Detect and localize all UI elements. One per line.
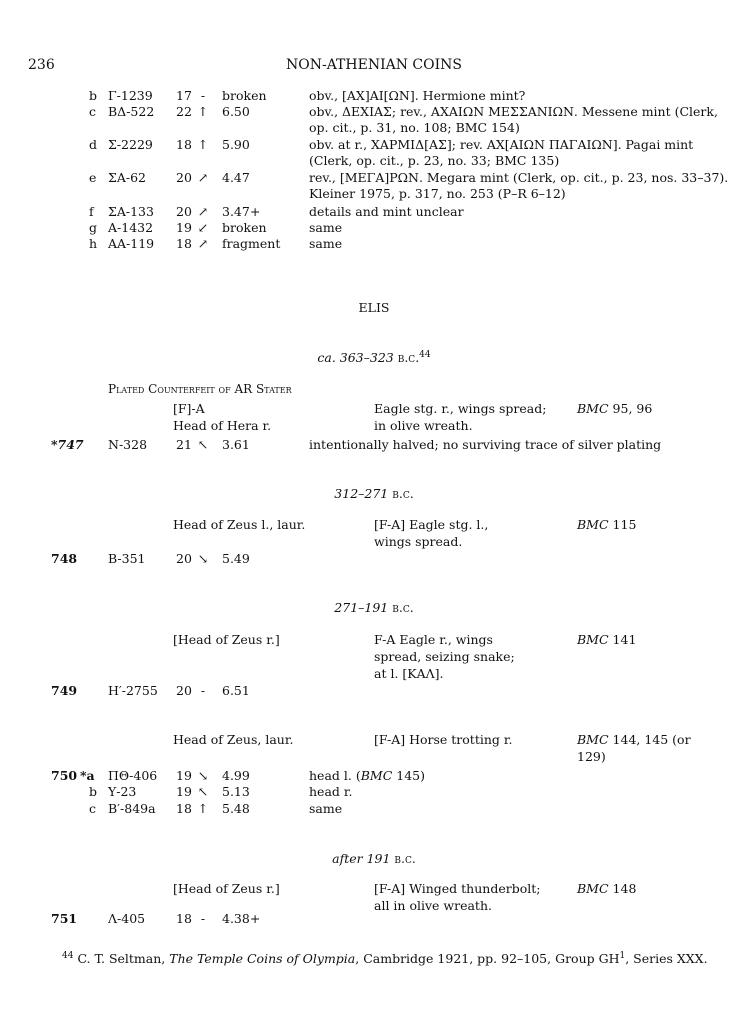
entry-letter: c <box>89 104 97 119</box>
coin-size: 22 <box>176 104 192 119</box>
page-number: 236 <box>28 57 55 73</box>
catalogue-number: 751 <box>51 911 78 926</box>
inventory-number: B-351 <box>108 551 146 566</box>
footnote-ref: 44 <box>419 350 431 360</box>
footnote-mark: 44 <box>62 951 74 961</box>
coin-weight: 4.47 <box>222 170 250 185</box>
die-axis-arrow: ↗ <box>197 236 209 251</box>
die-axis-arrow: - <box>200 88 206 103</box>
coin-size: 20 <box>176 170 192 185</box>
coin-weight: fragment <box>222 236 281 251</box>
period-heading: after 191 b.c. <box>332 851 416 866</box>
reverse-type-cont: wings spread. <box>374 534 463 549</box>
coin-description: intentionally halved; no surviving trace of silver plating <box>309 437 662 452</box>
coin-description: same <box>309 220 343 235</box>
bmc-reference-cont: 129) <box>577 749 606 764</box>
bmc-reference: BMC 141 <box>577 632 637 647</box>
die-axis-arrow: ↑ <box>197 104 209 119</box>
bmc-reference: BMC 115 <box>577 517 637 532</box>
entry-letter: c <box>89 801 97 816</box>
die-axis-arrow: ↙ <box>197 220 209 235</box>
reverse-type: Eagle stg. r., wings spread; <box>374 401 547 416</box>
reverse-type-cont: spread, seizing snake; <box>374 649 515 664</box>
catalogue-number: 749 <box>51 683 78 698</box>
coin-weight: 4.38+ <box>222 911 261 926</box>
inventory-number: ΑΑ-119 <box>108 236 155 251</box>
die-axis-arrow: - <box>200 683 206 698</box>
entry-letter: b <box>89 88 98 103</box>
die-axis-arrow: ↖ <box>197 437 209 452</box>
reverse-type: [F-A] Horse trotting r. <box>374 732 513 747</box>
inventory-number: Γ-1239 <box>108 88 153 103</box>
coin-size: 20 <box>176 551 192 566</box>
die-axis-arrow: ↘ <box>197 768 209 783</box>
coin-description: same <box>309 236 343 251</box>
inventory-number: Σ-2229 <box>108 137 153 152</box>
entry-letter: g <box>89 220 98 235</box>
catalogue-number: *747 <box>51 437 84 452</box>
coin-weight: 5.48 <box>222 801 250 816</box>
bmc-reference: BMC 148 <box>577 881 637 896</box>
entry-letter: f <box>89 204 94 219</box>
coin-size: 21 <box>176 437 192 452</box>
period-heading: 312–271 b.c. <box>334 486 414 501</box>
inventory-number: ΠΘ-406 <box>108 768 158 783</box>
catalogue-number: 750 <box>51 768 78 783</box>
inventory-number: ΣΑ-62 <box>108 170 146 185</box>
coin-size: 20 <box>176 683 192 698</box>
subheading: Plated Counterfeit of AR Stater <box>108 382 292 396</box>
coin-weight: 5.90 <box>222 137 250 152</box>
period-heading: 271–191 b.c. <box>334 600 414 615</box>
obverse-type: [Head of Zeus r.] <box>173 881 280 896</box>
bmc-reference: BMC 95, 96 <box>577 401 653 416</box>
coin-weight: 6.51 <box>222 683 250 698</box>
die-axis-arrow: - <box>200 911 206 926</box>
reverse-type-cont: all in olive wreath. <box>374 898 492 913</box>
coin-weight: 3.61 <box>222 437 250 452</box>
coin-weight: 4.99 <box>222 768 250 783</box>
coin-weight: 5.49 <box>222 551 250 566</box>
coin-description-cont: (Clerk, op. cit., p. 23, no. 33; BMC 135) <box>309 153 560 168</box>
reverse-type: F-A Eagle r., wings <box>374 632 493 647</box>
obverse-type: Head of Hera r. <box>173 418 272 433</box>
coin-size: 18 <box>176 801 192 816</box>
coin-size: 18 <box>176 137 192 152</box>
coin-description-cont: Kleiner 1975, p. 317, no. 253 (P–R 6–12) <box>309 186 566 201</box>
footnote-title: The Temple Coins of Olympia <box>169 951 356 967</box>
die-axis-arrow: ↑ <box>197 137 209 152</box>
inventory-number: B′-849a <box>108 801 156 816</box>
obverse-legend: [F]-A <box>173 401 205 416</box>
die-axis-arrow: ↖ <box>197 784 209 799</box>
footnote: $^{44}$ C. T. Seltman, The Temple Coins of Olympia, Cambridge 1921, pp. 92–105, Group $GH^1$, Series XXX. <box>62 951 708 967</box>
inventory-number: ΒΔ-522 <box>108 104 155 119</box>
coin-size: 20 <box>176 204 192 219</box>
coin-description: obv. at r., ΧΑΡΜΙΔ[ΑΣ]; rev. ΑΧ[ΑΙΩΝ ΠΑΓΑΙΩΝ]. Pagai mint <box>309 137 694 152</box>
reverse-type-cont: in olive wreath. <box>374 418 473 433</box>
obverse-type: Head of Zeus, laur. <box>173 732 294 747</box>
coin-description: head l. (BMC 145) <box>309 768 425 783</box>
period-heading: ca. 363–323 b.c.$^{44}$ <box>317 350 431 366</box>
entry-letter: *a <box>80 768 95 783</box>
coin-description: rev., [ΜΕΓΑ]ΡΩΝ. Megara mint (Clerk, op. cit., p. 23, nos. 33–37). <box>309 170 729 185</box>
running-title: NON-ATHENIAN COINS <box>286 57 462 73</box>
coin-description: obv., ΔΕΧΙΑΣ; rev., ΑΧΑΙΩΝ ΜΕΣΣΑΝΙΩΝ. Messene mint (Clerk, <box>309 104 718 119</box>
reverse-type: [F-A] Eagle stg. l., <box>374 517 489 532</box>
coin-description: obv., [ΑΧ]ΑΙ[ΩΝ]. Hermione mint? <box>309 88 526 103</box>
inventory-number: Λ-405 <box>108 911 146 926</box>
coin-weight: broken <box>222 220 267 235</box>
coin-size: 19 <box>176 220 192 235</box>
bmc-reference: BMC 144, 145 (or <box>577 732 691 747</box>
coin-description: head r. <box>309 784 353 799</box>
obverse-type: [Head of Zeus r.] <box>173 632 280 647</box>
coin-description-cont: op. cit., p. 31, no. 108; BMC 154) <box>309 120 520 135</box>
obverse-type: Head of Zeus l., laur. <box>173 517 306 532</box>
inventory-number: N-328 <box>108 437 148 452</box>
inventory-number: Α-1432 <box>108 220 154 235</box>
entry-letter: d <box>89 137 98 152</box>
coin-size: 18 <box>176 911 192 926</box>
die-axis-arrow: ↑ <box>197 801 209 816</box>
die-axis-arrow: ↗ <box>197 170 209 185</box>
entry-letter: h <box>89 236 98 251</box>
coin-weight: 3.47+ <box>222 204 261 219</box>
die-axis-arrow: ↘ <box>197 551 209 566</box>
inventory-number: ΣΑ-133 <box>108 204 154 219</box>
coin-weight: broken <box>222 88 267 103</box>
entry-letter: b <box>89 784 98 799</box>
coin-size: 18 <box>176 236 192 251</box>
catalogue-number: 748 <box>51 551 78 566</box>
coin-description: same <box>309 801 343 816</box>
coin-size: 19 <box>176 784 192 799</box>
inventory-number: Υ-23 <box>108 784 137 799</box>
coin-size: 19 <box>176 768 192 783</box>
die-axis-arrow: ↗ <box>197 204 209 219</box>
reverse-type-cont: at l. [ΚΑΛ]. <box>374 666 444 681</box>
section-title: ELIS <box>358 300 390 315</box>
entry-letter: e <box>89 170 97 185</box>
reverse-type: [F-A] Winged thunderbolt; <box>374 881 541 896</box>
coin-weight: 6.50 <box>222 104 250 119</box>
coin-size: 17 <box>176 88 192 103</box>
coin-description: details and mint unclear <box>309 204 464 219</box>
coin-weight: 5.13 <box>222 784 250 799</box>
inventory-number: H′-2755 <box>108 683 158 698</box>
